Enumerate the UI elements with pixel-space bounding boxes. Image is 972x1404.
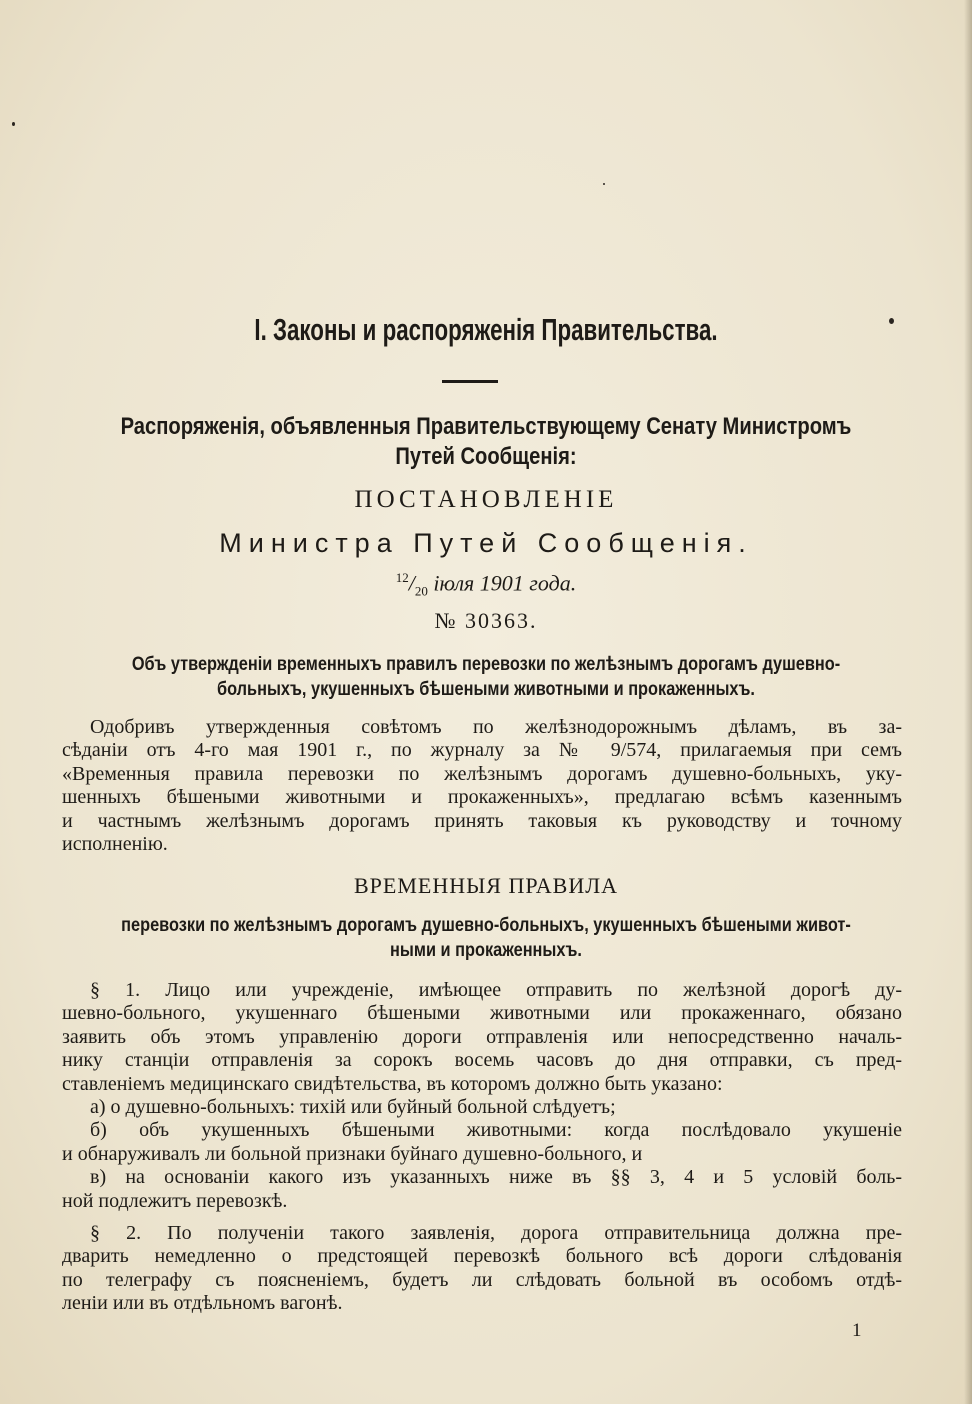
- rules-title: ВРЕМЕННЫЯ ПРАВИЛА: [353, 873, 619, 898]
- date-denominator: 20: [414, 583, 428, 599]
- text-line: сѣданіи отъ 4-го мая 1901 г., по журналу за № 9/574, прилагаемыя при семъ: [62, 739, 902, 762]
- text-line: б) объ укушенныхъ бѣшеными животными: когда послѣдовало укушеніе: [90, 1119, 902, 1142]
- rules-subtitle-line: перевозки по желѣзнымъ дорогамъ душевно-больныхъ, укушенныхъ бѣшеными живот-: [121, 915, 851, 936]
- subject-line: больныхъ, укушенныхъ бѣшеными животными и прокаженныхъ.: [217, 679, 755, 700]
- text-line: и частнымъ желѣзнымъ дорогамъ принять таковыя къ руководству и точному: [62, 809, 902, 832]
- text-line: а) о душевно-больныхъ: тихій или буйный больной слѣдуетъ;: [90, 1096, 616, 1119]
- scan-speck: [603, 183, 605, 185]
- decree-subject: [36, 652, 936, 702]
- section-1-paragraph: [62, 979, 902, 1213]
- scan-speck: [12, 122, 15, 126]
- text-line: ставленіемъ медицинскаго свидѣтельства, въ которомъ должно быть указано:: [62, 1072, 723, 1095]
- text-line: леніи или въ отдѣльномъ вагонѣ.: [62, 1292, 343, 1315]
- rules-subtitle-line: ными и прокаженныхъ.: [390, 940, 582, 961]
- section-2-paragraph: [62, 1222, 902, 1316]
- decree-number: № 30363.: [434, 608, 538, 633]
- page-number: 1: [852, 1320, 862, 1341]
- date-numerator: 12: [395, 570, 409, 585]
- subject-line: Объ утвержденіи временныхъ правилъ перевозки по желѣзнымъ дорогамъ душевно-: [131, 654, 841, 675]
- decree-subheading: [48, 412, 924, 472]
- section-heading: I. Законы и распоряженія Правительства.: [254, 312, 718, 347]
- intro-paragraph: [62, 716, 902, 856]
- text-line: Одобривъ утвержденныя совѣтомъ по желѣзнодорожнымъ дѣламъ, въ за-: [90, 716, 902, 738]
- rules-subtitle: [30, 913, 942, 963]
- text-line: нику станціи отправленія за сорокъ восемь часовъ до дня отправки, съ пред-: [62, 1049, 902, 1072]
- text-line: шевно-больного, укушеннаго бѣшеными животными или прокаженнаго, обязано: [62, 1002, 902, 1025]
- text-line: § 1. Лицо или учрежденіе, имѣющее отправить по желѣзной дорогѣ ду-: [90, 979, 902, 1001]
- text-line: и обнаруживалъ ли больной признаки буйнаго душевно-больного, и: [62, 1142, 643, 1165]
- page-edge-shadow: [964, 0, 972, 1404]
- text-line: «Временныя правила перевозки по желѣзнымъ дорогамъ душевно-больныхъ, уку-: [62, 762, 902, 785]
- subheading-line: Распоряженія, объявленныя Правительствующему Сенату Министромъ: [120, 413, 852, 440]
- text-line: § 2. По полученіи такого заявленія, дорога отправительница должна пре-: [90, 1222, 902, 1244]
- date-text: іюля 1901 года.: [433, 570, 577, 596]
- minister-line: Министра Путей Сообщенія.: [219, 528, 753, 558]
- text-line: исполненію.: [62, 833, 168, 856]
- text-line: в) на основаніи какого изъ указанныхъ ниже въ §§ 3, 4 и 5 условій боль-: [90, 1166, 902, 1189]
- subheading-line: Путей Сообщенія:: [395, 443, 577, 470]
- text-line: дварить немедленно о предстоящей перевозкѣ больного всѣ дороги слѣдованія: [62, 1245, 902, 1268]
- scan-speck: [889, 318, 894, 324]
- heading-divider: [442, 380, 498, 383]
- text-line: шенныхъ бѣшеными животными и прокаженныхъ», предлагаю всѣмъ казеннымъ: [62, 786, 902, 809]
- text-line: заявить объ этомъ управленію дороги отправленія или непосредственно началь-: [62, 1025, 902, 1048]
- text-line: ной подлежитъ перевозкѣ.: [62, 1189, 288, 1212]
- decree-title: ПОСТАНОВЛЕНІЕ: [354, 486, 618, 513]
- decree-date: $^{12}/_{20}$ іюля 1901 года.: [395, 570, 577, 599]
- text-line: по телеграфу съ поясненіемъ, будетъ ли слѣдовать больной въ особомъ отдѣ-: [62, 1268, 902, 1291]
